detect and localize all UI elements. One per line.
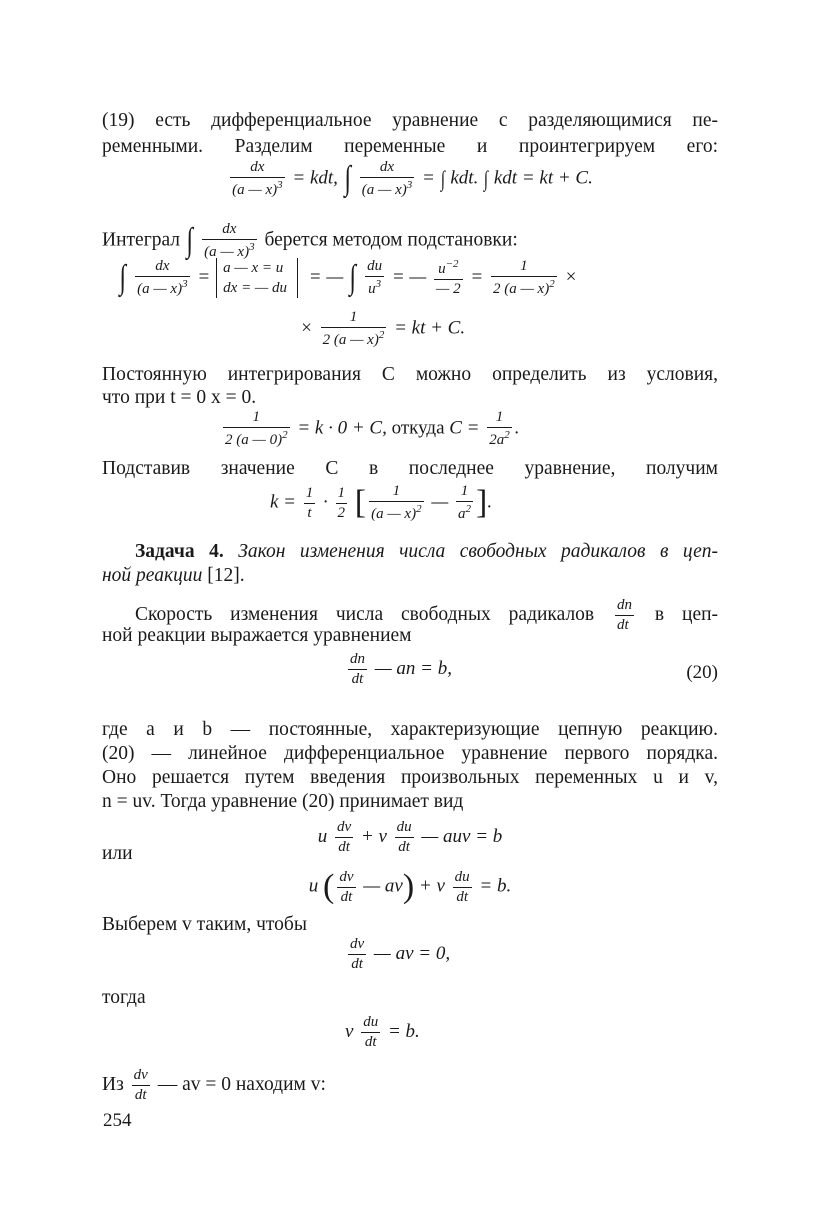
task-heading-cont: [102, 562, 245, 590]
equation-k: k = $\frac{1}{t}$ · $\frac{1}{2}$ [ $\frac{1}{(a — x)^2}$ — $\frac{1}{a^2}$ ].: [270, 483, 493, 522]
text: Из: [102, 1073, 124, 1095]
task-title: Закон изменения числа свободных радикалов в цеп-: [238, 541, 719, 562]
text-line: где a и b — постоянные, характеризующие цепную реакцию.: [102, 719, 718, 740]
text-line: n = uv. Тогда уравнение (20) принимает вид: [102, 791, 464, 812]
task-label: Задача 4.: [135, 541, 224, 562]
text: в цеп-: [654, 603, 719, 625]
equation-number: (20): [686, 662, 718, 683]
page-number: 254: [103, 1110, 132, 1131]
text-line: (20) — линейное дифференциальное уравнение первого порядка.: [102, 743, 718, 764]
text: Интеграл: [102, 229, 180, 251]
text-line: Из $\frac{dv}{dt}$ — av = 0 находим v:: [102, 1067, 326, 1103]
text: — av = 0 находим v:: [157, 1073, 326, 1095]
equation-u: v $\frac{du}{dt}$ = b.: [345, 1014, 420, 1050]
text-line: Подставив значение C в последнее уравнение, получим: [102, 458, 718, 479]
text: берется методом подстановки:: [264, 229, 518, 251]
equation-uv: u $\frac{dv}{dt}$ + v $\frac{du}{dt}$ — auv = b: [317, 819, 503, 855]
text-line: ной реакции выражается уравнением: [102, 625, 412, 646]
text-line: Постоянную интегрирования C можно определить из условия,: [102, 364, 718, 385]
text-line: тогда: [102, 987, 146, 1008]
text-line: Скорость изменения числа свободных радикалов $\frac{dn}{dt}$ в цеп-: [135, 597, 719, 633]
text-line: ременными. Разделим переменные и проинтегрируем его:: [102, 136, 718, 157]
task-reference: [12].: [207, 565, 245, 586]
equation-separation: $\frac{dx}{(a — x)^3}$ = kdt, ∫ $\frac{dx}{(a — x)^3}$ = ∫ kdt. ∫ kdt = kt + C.: [232, 159, 593, 198]
equation-constant: $\frac{1}{2 (a — 0)^2}$ = k · 0 + C, откуда C = $\frac{1}{2a^2}$ .: [225, 409, 520, 448]
book-page: (19) есть дифференциальное уравнение с разделяющимися пе- ременными. Разделим переменные и проинтегрируем его: $\frac{dx}{(a — x)^3}$ = kdt, ∫ $\frac{dx}{(a — x)^3}$ = ∫ kdt. ∫ kdt = kt + C. Интеграл ∫ $\frac{dx}{(a — x)^3}$ берется методом подстановки: ∫ $\frac{dx}{(a — x)^3}$ = a — x = u dx = — du = — ∫ $\frac{du}{u^3}$ = — $\frac{u^{-2}}{— 2}$ = $\frac{1}{2 (a — x)^2}$ × × $\frac{1}{2 (a — x)^2}$ = kt + C. Постоянную интегрирования C можно определить из условия, что при t = 0 x = 0. $\frac{1}{2 (a — 0)^2}$ = k · 0 + C, откуда C = $\frac{1}{2a^2}$ . Подставив значение C в последнее уравнение, получим k = $\frac{1}{t}$ · $\frac{1}{2}$ [ $\frac{1}{(a — x)^2}$ — $\frac{1}{a^2}$ ]. Задача 4. Закон изменения числа свободных радикалов в цеп- ной реакции [12]. Скорость изменения числа свободных радикалов $\frac{dn}{dt}$ в цеп- ной реакции выражается уравнением $\frac{dn}{dt}$ — an = b, (20) где a и b — постоянные, характеризующие цепную реакцию. (20) — линейное дифференциальное уравнение первого порядка. Оно решается путем введения произвольных переменных u и v, n = uv. Тогда уравнение (20) принимает вид u $\frac{dv}{dt}$ + v $\frac{du}{dt}$ — auv = b или u ( $\frac{dv}{dt}$ — av) + v $\frac{du}{dt}$ = b. Выберем v таким, чтобы $\frac{dv}{dt}$ — av = 0, тогда v $\frac{du}{dt}$ = b. Из $\frac{dv}{dt}$ — av = 0 находим v: 254: [0, 0, 816, 1223]
equation-v: $\frac{dv}{dt}$ — av = 0,: [350, 936, 451, 972]
text-line: (19) есть дифференциальное уравнение с разделяющимися пе-: [102, 110, 718, 131]
text: откуда: [391, 417, 445, 439]
task-title: ной реакции: [102, 565, 203, 586]
equation-substitution-cont: × $\frac{1}{2 (a — x)^2}$ = kt + C.: [300, 309, 466, 348]
text-line: Выберем v таким, чтобы: [102, 914, 307, 935]
text-line: или: [102, 843, 133, 864]
equation-uv-grouped: u ( $\frac{dv}{dt}$ — av) + v $\frac{du}{dt}$ = b.: [308, 868, 512, 905]
integral-line: Интеграл ∫ $\frac{dx}{(a — x)^3}$ берется методом подстановки:: [102, 221, 518, 260]
text-line: что при t = 0 x = 0.: [102, 387, 257, 408]
equation-substitution: ∫ $\frac{dx}{(a — x)^3}$ = a — x = u dx = — du = — ∫ $\frac{du}{u^3}$ = — $\frac{u^{-2}}{— 2}$ = $\frac{1}{2 (a — x)^2}$ ×: [119, 258, 578, 297]
text-line: Оно решается путем введения произвольных переменных u и v,: [102, 767, 718, 788]
text: Скорость изменения числа свободных радикалов: [135, 603, 595, 625]
